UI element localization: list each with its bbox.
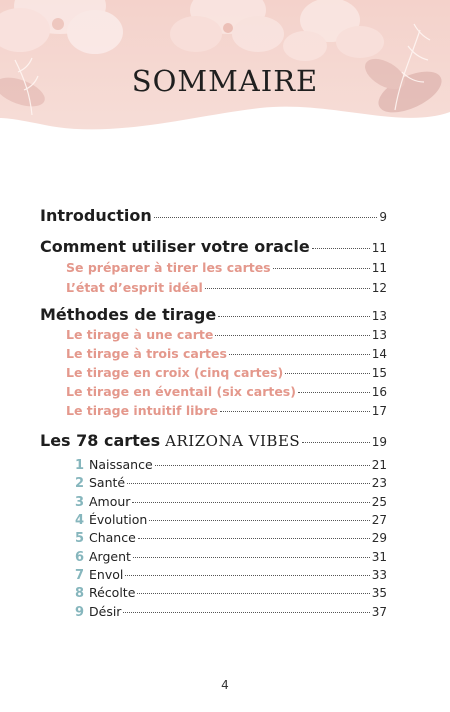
- toc-page-number: 13: [371, 309, 387, 323]
- toc-leader-dots: [149, 520, 369, 521]
- toc-leader-dots: [229, 354, 370, 355]
- toc-leader-dots: [154, 217, 378, 218]
- toc-page-number: 31: [371, 550, 387, 564]
- toc-card-entry[interactable]: [40, 585, 387, 601]
- card-number: 8: [74, 586, 84, 601]
- toc-page-number: 29: [371, 531, 387, 545]
- toc-label: Le tirage intuitif libre: [66, 403, 218, 418]
- toc-label: Évolution: [89, 512, 148, 527]
- toc-leader-dots: [298, 392, 370, 393]
- toc-page-number: 13: [371, 328, 387, 342]
- toc-subentry[interactable]: [40, 327, 387, 342]
- page-title: SOMMAIRE: [131, 64, 319, 98]
- toc-leader-dots: [273, 268, 370, 269]
- toc-leader-dots: [205, 288, 370, 289]
- card-number: 2: [74, 476, 84, 491]
- toc-label: Le tirage à trois cartes: [66, 346, 227, 361]
- toc-subentry[interactable]: [40, 384, 387, 399]
- toc-leader-dots: [133, 557, 370, 558]
- toc-card-entry[interactable]: [40, 549, 387, 565]
- toc-page-number: 35: [371, 586, 387, 600]
- toc-page-number: 9: [379, 210, 387, 224]
- toc-leader-dots: [138, 538, 370, 539]
- card-number: 5: [74, 531, 84, 546]
- toc-page-number: 27: [371, 513, 387, 527]
- toc-page-number: 14: [371, 347, 387, 361]
- toc-page-number: 21: [371, 458, 387, 472]
- toc-leader-dots: [285, 373, 369, 374]
- toc-leader-dots: [127, 483, 370, 484]
- toc-label: Envol: [89, 567, 124, 582]
- page-number-footer: 4: [221, 678, 229, 692]
- toc-page-number: 23: [371, 476, 387, 490]
- toc-leader-dots: [215, 335, 369, 336]
- toc-label: Amour: [89, 494, 131, 509]
- toc-page-number: 37: [371, 605, 387, 619]
- brand-name: ARIZONA VIBES: [165, 432, 301, 450]
- card-number: 6: [74, 550, 84, 565]
- toc-label: Désir: [89, 604, 122, 619]
- toc-leader-dots: [218, 316, 370, 317]
- card-number: 1: [74, 458, 84, 473]
- toc-label: Argent: [89, 549, 131, 564]
- toc-subentry[interactable]: [40, 365, 387, 380]
- toc-label: Chance: [89, 530, 136, 545]
- toc-card-entry[interactable]: [40, 475, 387, 491]
- toc-page-number: 15: [371, 366, 387, 380]
- toc-entry-introduction[interactable]: [40, 206, 387, 225]
- toc-leader-dots: [125, 575, 369, 576]
- card-number: 4: [74, 513, 84, 528]
- card-number: 9: [74, 605, 84, 620]
- toc-leader-dots: [312, 248, 370, 249]
- toc-card-entry[interactable]: [40, 530, 387, 546]
- toc-label: Le tirage en éventail (six cartes): [66, 384, 296, 399]
- toc-label-text: Les 78 cartes: [40, 431, 161, 450]
- toc-subentry[interactable]: [40, 260, 387, 275]
- toc-leader-dots: [123, 612, 369, 613]
- toc-card-entry[interactable]: [40, 567, 387, 583]
- toc-label: Santé: [89, 475, 126, 490]
- card-number: 3: [74, 495, 84, 510]
- card-number: 7: [74, 568, 84, 583]
- floral-header-banner: [0, 0, 450, 140]
- toc-label: Récolte: [89, 585, 136, 600]
- toc-card-entry[interactable]: [40, 512, 387, 528]
- toc-entry-cards[interactable]: [40, 431, 387, 450]
- toc-page-number: 11: [371, 241, 387, 255]
- toc-entry-usage[interactable]: [40, 237, 387, 256]
- toc-page-number: 25: [371, 495, 387, 509]
- toc-page-number: 33: [371, 568, 387, 582]
- toc-leader-dots: [132, 502, 369, 503]
- toc-label: Le tirage en croix (cinq cartes): [66, 365, 284, 380]
- toc-label: Introduction: [40, 206, 152, 225]
- toc-leader-dots: [302, 442, 370, 443]
- toc-card-entry[interactable]: [40, 604, 387, 620]
- toc-label: L’état d’esprit idéal: [66, 280, 203, 295]
- toc-entry-methods[interactable]: [40, 305, 387, 324]
- toc-label: [40, 431, 300, 450]
- toc-label: Le tirage à une carte: [66, 327, 214, 342]
- toc-subentry[interactable]: [40, 280, 387, 295]
- toc-leader-dots: [155, 465, 370, 466]
- toc-leader-dots: [220, 411, 370, 412]
- toc-label: Méthodes de tirage: [40, 305, 217, 324]
- toc-label: Comment utiliser votre oracle: [40, 237, 310, 256]
- toc-subentry[interactable]: [40, 346, 387, 361]
- toc-card-entry[interactable]: [40, 457, 387, 473]
- toc-label: Se préparer à tirer les cartes: [66, 260, 271, 275]
- toc-page-number: 16: [371, 385, 387, 399]
- toc-label: Naissance: [89, 457, 153, 472]
- toc-page-number: 19: [371, 435, 387, 449]
- toc-page-number: 17: [371, 404, 387, 418]
- toc-card-entry[interactable]: [40, 494, 387, 510]
- toc-page-number: 12: [371, 281, 387, 295]
- toc-subentry[interactable]: [40, 403, 387, 418]
- toc-page-number: 11: [371, 261, 387, 275]
- toc-leader-dots: [137, 593, 369, 594]
